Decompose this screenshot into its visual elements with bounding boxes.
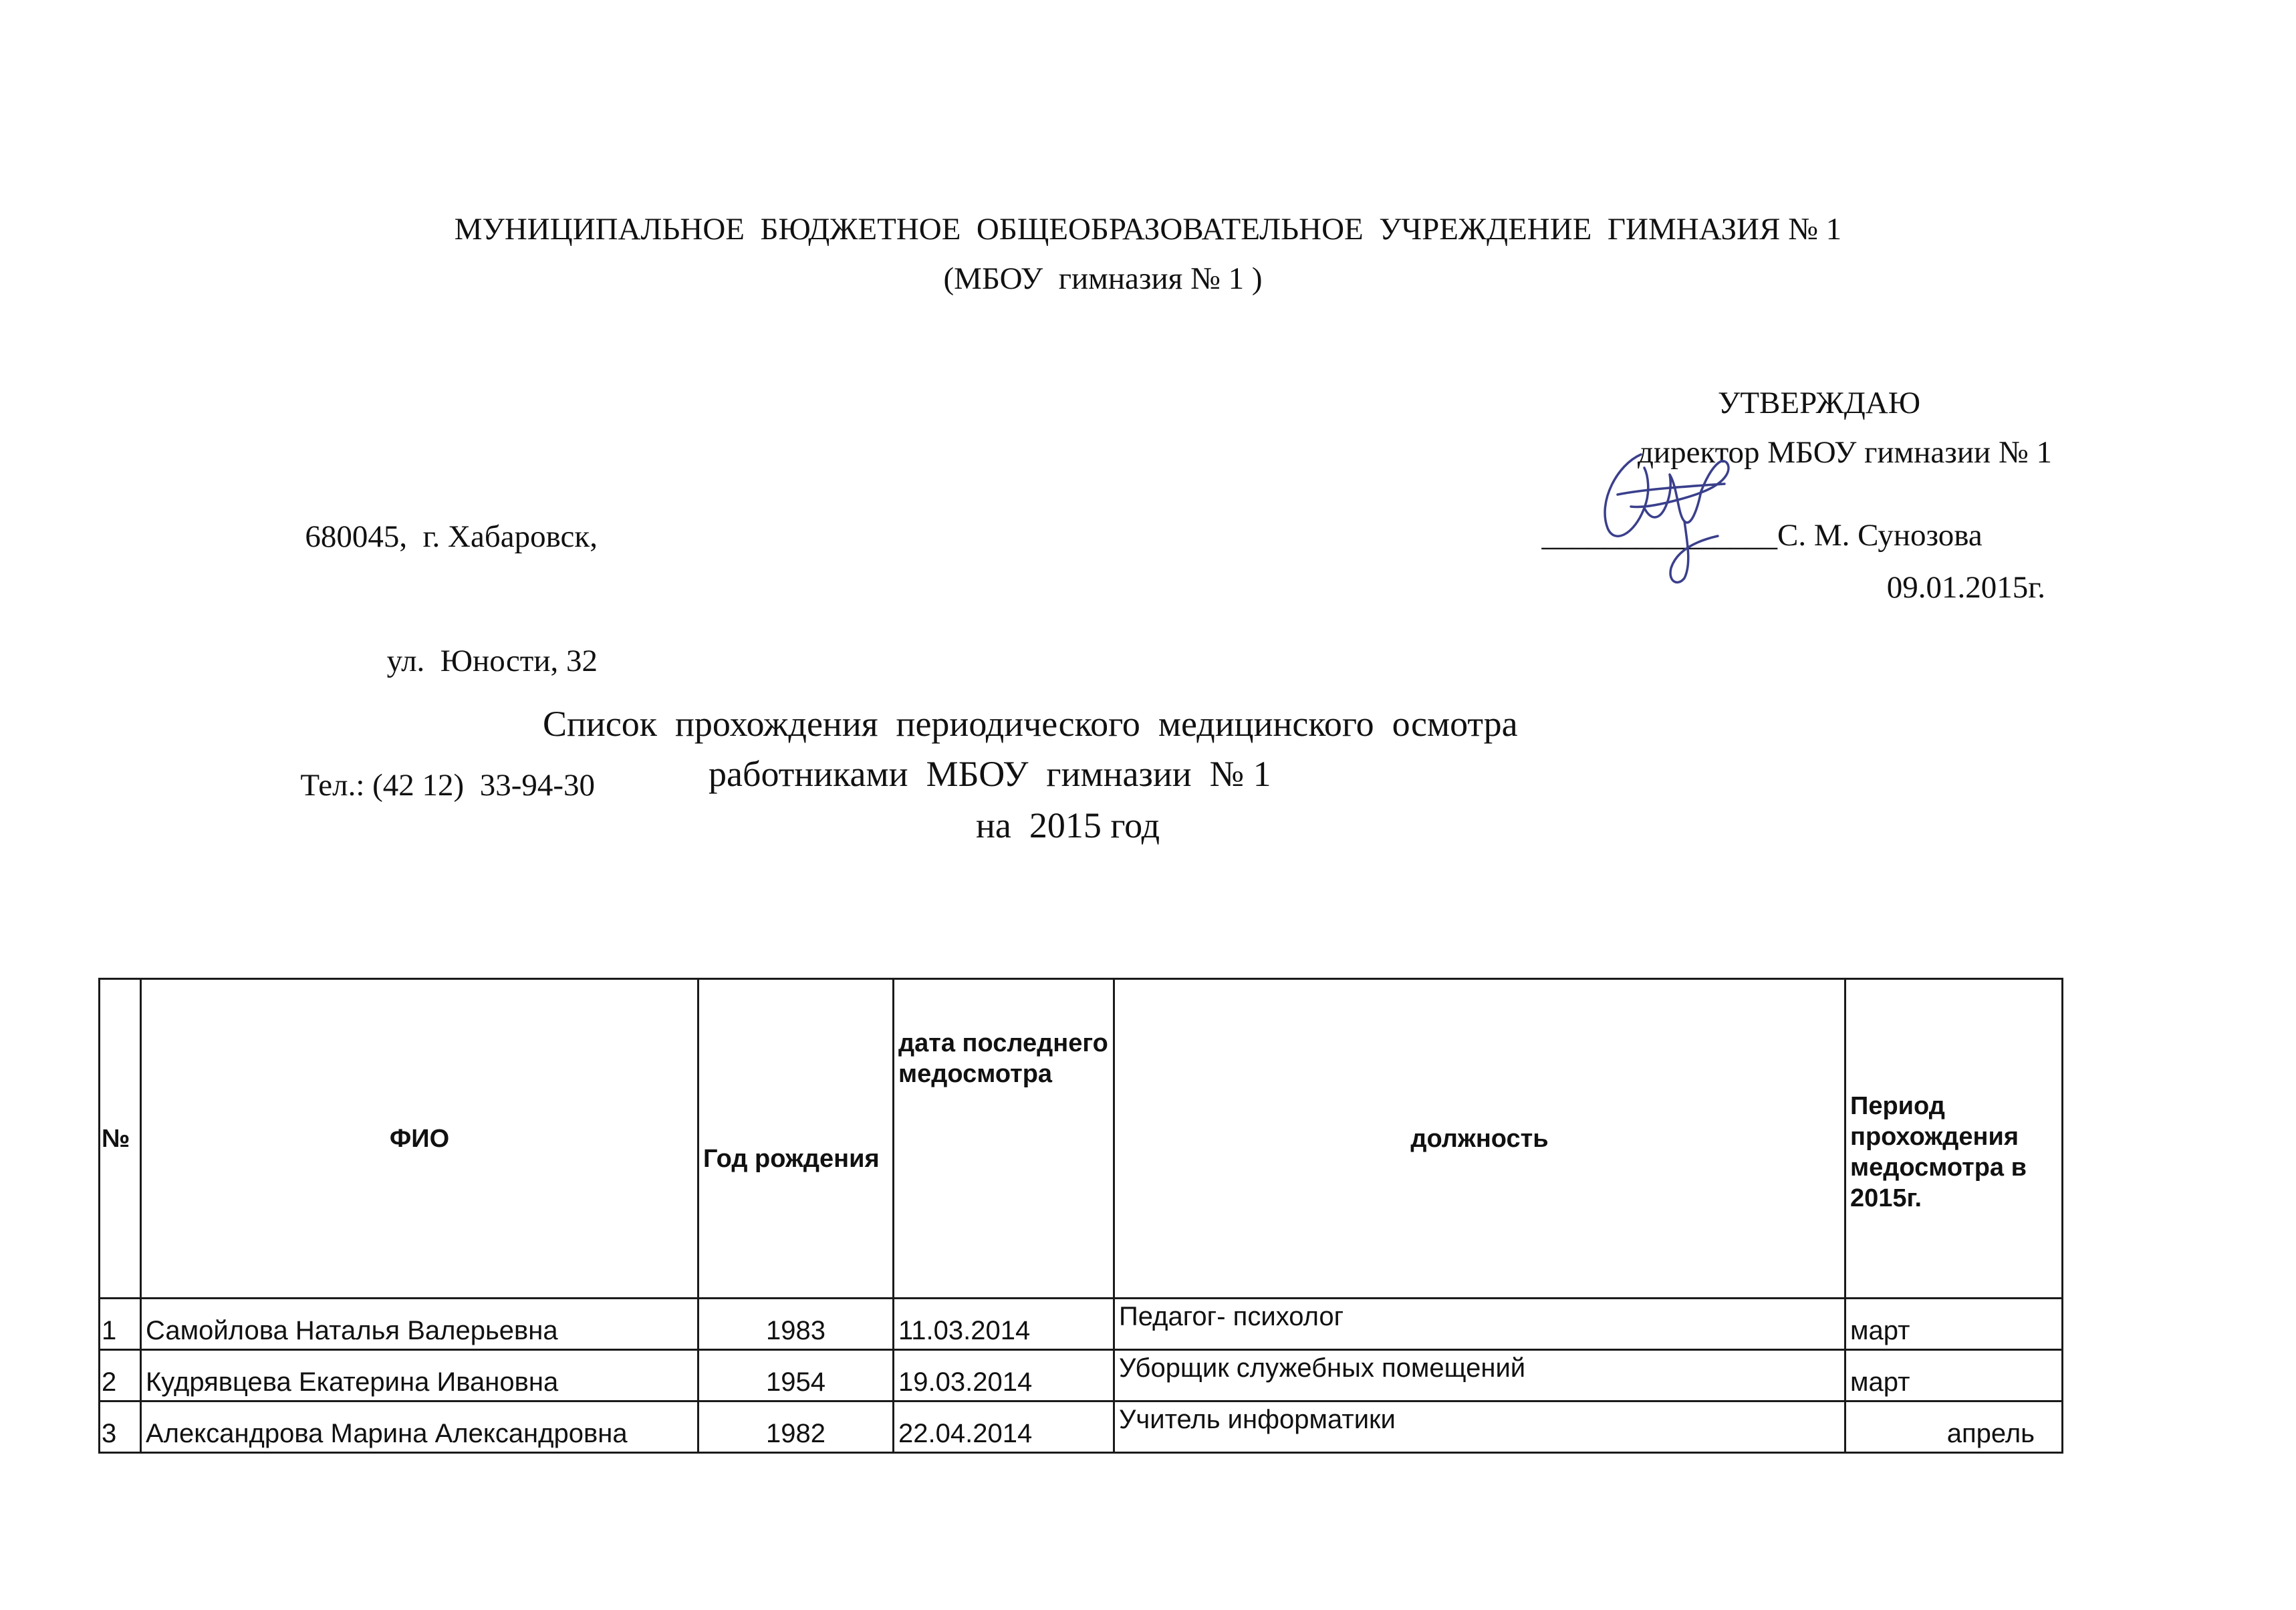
cell-position: Уборщик служебных помещений — [1114, 1350, 1845, 1401]
header-name: ФИО — [141, 979, 698, 1299]
cell-birth-year: 1983 — [698, 1299, 894, 1350]
cell-period: апрель — [1845, 1401, 2063, 1453]
cell-num: 3 — [100, 1401, 141, 1453]
title-line-2: работниками МБОУ гимназии № 1 — [709, 754, 1271, 794]
address-city: 680045, г. Хабаровск, — [305, 519, 598, 554]
cell-period: март — [1845, 1350, 2063, 1401]
cell-position: Учитель информатики — [1114, 1401, 1845, 1453]
cell-num: 1 — [100, 1299, 141, 1350]
table-header-row — [100, 979, 2063, 1299]
cell-birth-year: 1954 — [698, 1350, 894, 1401]
title-line-1: Список прохождения периодического медицинского осмотра — [543, 704, 1518, 744]
table-row — [100, 1299, 2063, 1350]
cell-period: март — [1845, 1299, 2063, 1350]
address-phone: Тел.: (42 12) 33-94-30 — [300, 768, 595, 803]
header-period: Период прохождения медосмотра в 2015г. — [1845, 979, 2063, 1299]
exam-schedule-table-wrapper — [98, 978, 2061, 1454]
approval-date: 09.01.2015г. — [1886, 570, 2045, 605]
cell-last-exam: 11.03.2014 — [894, 1299, 1114, 1350]
header-num: № — [100, 979, 141, 1299]
address-street: ул. Юности, 32 — [386, 644, 598, 678]
approval-position: директор МБОУ гимназии № 1 — [1638, 435, 2052, 470]
cell-name: Александрова Марина Александровна — [141, 1401, 698, 1453]
cell-last-exam: 19.03.2014 — [894, 1350, 1114, 1401]
director-signature — [1577, 428, 1738, 588]
title-line-3: на 2015 год — [976, 805, 1160, 845]
cell-name: Самойлова Наталья Валерьевна — [141, 1299, 698, 1350]
org-full-name: МУНИЦИПАЛЬНОЕ БЮДЖЕТНОЕ ОБЩЕОБРАЗОВАТЕЛЬНОЕ УЧРЕЖДЕНИЕ ГИМНАЗИЯ № 1 — [454, 212, 1842, 247]
org-short-name: (МБОУ гимназия № 1 ) — [943, 261, 1263, 296]
table-row — [100, 1350, 2063, 1401]
address-block — [300, 433, 598, 847]
header-position: должность — [1114, 979, 1845, 1299]
cell-num: 2 — [100, 1350, 141, 1401]
exam-schedule-table — [98, 978, 2063, 1454]
header-birth-year: Год рождения — [698, 979, 894, 1299]
cell-birth-year: 1982 — [698, 1401, 894, 1453]
approval-label: УТВЕРЖДАЮ — [1718, 386, 1920, 420]
cell-last-exam: 22.04.2014 — [894, 1401, 1114, 1453]
header-last-exam: дата последнего медосмотра — [894, 979, 1114, 1299]
table-row — [100, 1401, 2063, 1453]
approval-signer: С. М. Сунозова — [1777, 518, 1983, 553]
signature-underline: _______________ — [1541, 518, 1777, 553]
cell-position: Педагог- психолог — [1114, 1299, 1845, 1350]
cell-name: Кудрявцева Екатерина Ивановна — [141, 1350, 698, 1401]
